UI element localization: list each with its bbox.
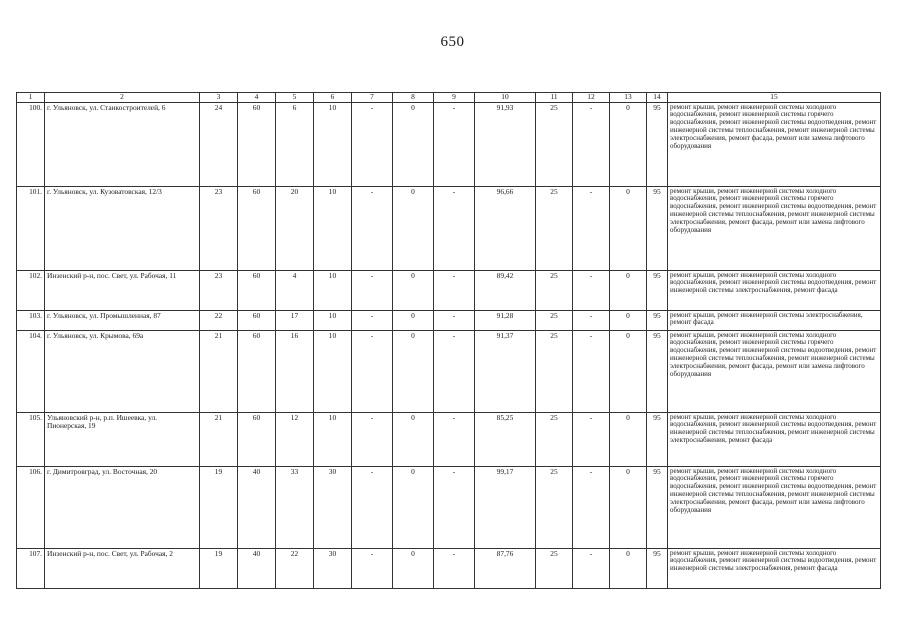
- row-number: 100.: [17, 102, 45, 186]
- value-cell: 25: [536, 412, 573, 466]
- value-cell: 10: [314, 330, 352, 412]
- value-cell: -: [573, 548, 610, 588]
- value-cell: 95: [647, 330, 668, 412]
- value-cell: 40: [238, 548, 276, 588]
- value-cell: 22: [200, 310, 238, 330]
- value-cell: 91,93: [475, 102, 536, 186]
- value-cell: 25: [536, 270, 573, 310]
- value-cell: 99,17: [475, 466, 536, 548]
- value-cell: 40: [238, 466, 276, 548]
- value-cell: 95: [647, 548, 668, 588]
- value-cell: 0: [610, 270, 647, 310]
- value-cell: 10: [314, 102, 352, 186]
- value-cell: 24: [200, 102, 238, 186]
- value-cell: -: [573, 330, 610, 412]
- row-number: 106.: [17, 466, 45, 548]
- works-list-cell: ремонт крыши, ремонт инженерной системы холодного водоснабжения, ремонт инженерной системы горячего водоснабжения, ремонт инженерной системы водоотведения, ремонт инженерной системы теплоснабжения, ремонт инженерной системы электроснабжения, ремонт фасада, ремонт или замена лифтового оборудования: [668, 330, 881, 412]
- value-cell: 95: [647, 270, 668, 310]
- works-list-cell: ремонт крыши, ремонт инженерной системы холодного водоснабжения, ремонт инженерной системы горячего водоснабжения, ремонт инженерной системы водоотведения, ремонт инженерной системы теплоснабжения, ремонт инженерной системы электроснабжения, ремонт фасада, ремонт или замена лифтового оборудования: [668, 466, 881, 548]
- value-cell: 0: [393, 412, 434, 466]
- value-cell: 87,76: [475, 548, 536, 588]
- column-header: 12: [573, 93, 610, 103]
- address-cell: г. Ульяновск, ул. Крымова, 69а: [45, 330, 200, 412]
- value-cell: -: [352, 548, 393, 588]
- value-cell: -: [352, 270, 393, 310]
- address-cell: Инзенский р-н, пос. Свет, ул. Рабочая, 2: [45, 548, 200, 588]
- address-cell: г. Ульяновск, ул. Станкостроителей, 6: [45, 102, 200, 186]
- column-header: 1: [17, 93, 45, 103]
- value-cell: 17: [276, 310, 314, 330]
- value-cell: 21: [200, 330, 238, 412]
- value-cell: 10: [314, 310, 352, 330]
- value-cell: 33: [276, 466, 314, 548]
- value-cell: 60: [238, 412, 276, 466]
- table-row: [17, 270, 881, 310]
- value-cell: -: [434, 310, 475, 330]
- header-row: [17, 93, 881, 103]
- value-cell: -: [352, 186, 393, 270]
- value-cell: 0: [610, 330, 647, 412]
- value-cell: 0: [610, 310, 647, 330]
- table-row: [17, 412, 881, 466]
- column-header: 3: [200, 93, 238, 103]
- value-cell: 19: [200, 466, 238, 548]
- value-cell: 21: [200, 412, 238, 466]
- column-header: 5: [276, 93, 314, 103]
- value-cell: -: [434, 330, 475, 412]
- value-cell: 91,28: [475, 310, 536, 330]
- column-header: 13: [610, 93, 647, 103]
- value-cell: -: [573, 412, 610, 466]
- value-cell: 0: [393, 102, 434, 186]
- value-cell: 95: [647, 102, 668, 186]
- value-cell: 25: [536, 186, 573, 270]
- value-cell: -: [352, 412, 393, 466]
- value-cell: 60: [238, 310, 276, 330]
- value-cell: -: [434, 270, 475, 310]
- value-cell: -: [352, 330, 393, 412]
- value-cell: 12: [276, 412, 314, 466]
- works-list-cell: ремонт крыши, ремонт инженерной системы холодного водоснабжения, ремонт инженерной системы горячего водоснабжения, ремонт инженерной системы водоотведения, ремонт инженерной системы теплоснабжения, ремонт инженерной системы электроснабжения, ремонт фасада, ремонт или замена лифтового оборудования: [668, 186, 881, 270]
- works-list-cell: ремонт крыши, ремонт инженерной системы холодного водоснабжения, ремонт инженерной системы водоотведения, ремонт инженерной системы теплоснабжения, ремонт инженерной системы электроснабжения, ремонт фасада: [668, 412, 881, 466]
- value-cell: 0: [610, 412, 647, 466]
- value-cell: 16: [276, 330, 314, 412]
- value-cell: 10: [314, 412, 352, 466]
- value-cell: -: [573, 466, 610, 548]
- column-header: 7: [352, 93, 393, 103]
- value-cell: 96,66: [475, 186, 536, 270]
- value-cell: -: [434, 102, 475, 186]
- value-cell: 25: [536, 466, 573, 548]
- table-row: [17, 102, 881, 186]
- value-cell: 4: [276, 270, 314, 310]
- page-number: 650: [440, 34, 465, 50]
- value-cell: -: [352, 310, 393, 330]
- column-header: 14: [647, 93, 668, 103]
- value-cell: 60: [238, 330, 276, 412]
- value-cell: 6: [276, 102, 314, 186]
- row-number: 101.: [17, 186, 45, 270]
- value-cell: 0: [610, 102, 647, 186]
- table-row: [17, 186, 881, 270]
- value-cell: 60: [238, 186, 276, 270]
- works-list-cell: ремонт крыши, ремонт инженерной системы холодного водоснабжения, ремонт инженерной системы горячего водоснабжения, ремонт инженерной системы водоотведения, ремонт инженерной системы теплоснабжения, ремонт инженерной системы электроснабжения, ремонт фасада, ремонт или замена лифтового оборудования: [668, 102, 881, 186]
- value-cell: 89,42: [475, 270, 536, 310]
- value-cell: 60: [238, 102, 276, 186]
- value-cell: 0: [393, 270, 434, 310]
- address-cell: г. Ульяновск, ул. Кузоватовская, 12/3: [45, 186, 200, 270]
- table-row: [17, 548, 881, 588]
- value-cell: -: [573, 186, 610, 270]
- value-cell: 19: [200, 548, 238, 588]
- value-cell: 25: [536, 330, 573, 412]
- value-cell: 0: [393, 330, 434, 412]
- value-cell: 10: [314, 186, 352, 270]
- value-cell: 95: [647, 310, 668, 330]
- table-row: [17, 310, 881, 330]
- value-cell: 0: [393, 466, 434, 548]
- value-cell: -: [573, 310, 610, 330]
- value-cell: 60: [238, 270, 276, 310]
- value-cell: -: [573, 270, 610, 310]
- value-cell: 0: [610, 548, 647, 588]
- value-cell: 0: [393, 548, 434, 588]
- value-cell: -: [352, 102, 393, 186]
- column-header: 2: [45, 93, 200, 103]
- value-cell: 10: [314, 270, 352, 310]
- value-cell: -: [573, 102, 610, 186]
- value-cell: 0: [610, 186, 647, 270]
- value-cell: 95: [647, 186, 668, 270]
- value-cell: 0: [393, 310, 434, 330]
- repair-program-table: [16, 92, 881, 589]
- row-number: 105.: [17, 412, 45, 466]
- value-cell: 25: [536, 102, 573, 186]
- table-row: [17, 330, 881, 412]
- row-number: 104.: [17, 330, 45, 412]
- column-header: 8: [393, 93, 434, 103]
- value-cell: 20: [276, 186, 314, 270]
- value-cell: -: [434, 466, 475, 548]
- value-cell: -: [434, 186, 475, 270]
- value-cell: 95: [647, 466, 668, 548]
- address-cell: Ульяновский р-н, р.п. Ишеевка, ул. Пионерская, 19: [45, 412, 200, 466]
- column-header: 9: [434, 93, 475, 103]
- value-cell: 25: [536, 310, 573, 330]
- value-cell: 23: [200, 270, 238, 310]
- column-header: 4: [238, 93, 276, 103]
- address-cell: Инзенский р-н, пос. Свет, ул. Рабочая, 11: [45, 270, 200, 310]
- value-cell: 22: [276, 548, 314, 588]
- row-number: 107.: [17, 548, 45, 588]
- value-cell: -: [434, 412, 475, 466]
- column-header: 10: [475, 93, 536, 103]
- table-row: [17, 466, 881, 548]
- works-list-cell: ремонт крыши, ремонт инженерной системы электроснабжения, ремонт фасада: [668, 310, 881, 330]
- value-cell: 30: [314, 466, 352, 548]
- works-list-cell: ремонт крыши, ремонт инженерной системы холодного водоснабжения, ремонт инженерной системы водоотведения, ремонт инженерной системы электроснабжения, ремонт фасада: [668, 548, 881, 588]
- column-header: 11: [536, 93, 573, 103]
- works-list-cell: ремонт крыши, ремонт инженерной системы холодного водоснабжения, ремонт инженерной системы водоотведения, ремонт инженерной системы электроснабжения, ремонт фасада: [668, 270, 881, 310]
- value-cell: 30: [314, 548, 352, 588]
- value-cell: -: [434, 548, 475, 588]
- column-header: 6: [314, 93, 352, 103]
- row-number: 103.: [17, 310, 45, 330]
- value-cell: 85,25: [475, 412, 536, 466]
- value-cell: 95: [647, 412, 668, 466]
- address-cell: г. Димитровград, ул. Восточная, 20: [45, 466, 200, 548]
- column-header: 15: [668, 93, 881, 103]
- value-cell: 91,37: [475, 330, 536, 412]
- address-cell: г. Ульяновск, ул. Промышленная, 87: [45, 310, 200, 330]
- value-cell: -: [352, 466, 393, 548]
- value-cell: 23: [200, 186, 238, 270]
- value-cell: 25: [536, 548, 573, 588]
- row-number: 102.: [17, 270, 45, 310]
- value-cell: 0: [610, 466, 647, 548]
- value-cell: 0: [393, 186, 434, 270]
